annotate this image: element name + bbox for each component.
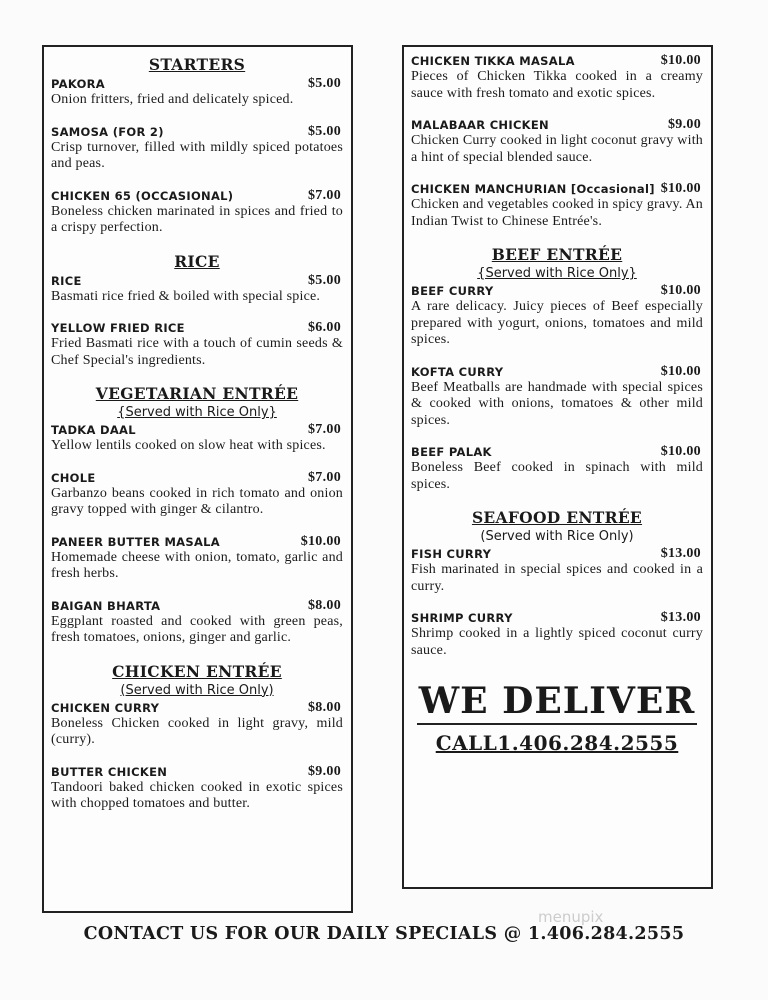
- menu-section: [51, 662, 343, 813]
- menu-item: [411, 117, 703, 166]
- menu-item: [51, 273, 343, 306]
- footer-specials: CONTACT US FOR OUR DAILY SPECIALS @ 1.406.284.2555: [83, 924, 685, 944]
- item-description: Shrimp cooked in a lightly spiced coconut curry sauce.: [411, 626, 703, 658]
- delivery-banner: [411, 679, 703, 755]
- item-header: [51, 764, 343, 780]
- section-subtitle: (Served with Rice Only): [480, 529, 634, 544]
- menu-section: [51, 55, 343, 237]
- item-price: $10.00: [660, 53, 701, 68]
- item-name: CHICKEN TIKKA MASALA: [411, 54, 575, 68]
- menu-item: [51, 534, 343, 583]
- menu-item: [51, 470, 343, 519]
- item-description: Garbanzo beans cooked in rich tomato and onion gravy topped with ginger & cilantro.: [51, 485, 343, 517]
- item-price: $8.00: [308, 597, 341, 613]
- item-name: CHOLE: [51, 470, 96, 485]
- item-header: [51, 188, 343, 204]
- item-price: $9.00: [668, 117, 701, 132]
- section-subtitle: {Served with Rice Only}: [117, 405, 277, 420]
- menu-item: [51, 124, 343, 173]
- item-header: [411, 444, 703, 460]
- section-title: CHICKEN ENTRÉE: [112, 661, 282, 681]
- section-title: VEGETARIAN ENTRÉE: [95, 384, 299, 403]
- item-description: Eggplant roasted and cooked with green peas, fresh tomatoes, onions, ginger and garlic.: [51, 613, 343, 645]
- item-header: [51, 598, 343, 614]
- sections: [411, 53, 703, 659]
- menu-section: [411, 53, 703, 230]
- section-title: SEAFOOD ENTRÉE: [471, 508, 643, 527]
- item-header: [411, 610, 703, 626]
- item-description: Crisp turnover, filled with mildly spiced potatoes and peas.: [51, 139, 343, 171]
- item-price: $7.00: [308, 187, 341, 203]
- item-price: $5.00: [308, 272, 341, 288]
- menu-item: [51, 764, 343, 813]
- item-name: PANEER BUTTER MASALA: [51, 534, 220, 549]
- item-name: KOFTA CURRY: [411, 364, 504, 379]
- item-description: Basmati rice fried & boiled with special spice.: [51, 288, 321, 304]
- item-price: $9.00: [308, 763, 341, 779]
- menu-section: [51, 384, 343, 647]
- menu-section: [411, 245, 703, 493]
- item-name: SAMOSA (FOR 2): [51, 124, 164, 139]
- item-name: TADKA DAAL: [51, 423, 136, 437]
- we-deliver-heading: WE DELIVER: [417, 679, 698, 725]
- item-name: FISH CURRY: [411, 547, 492, 561]
- item-header: [51, 273, 343, 289]
- item-price: $13.00: [660, 610, 701, 625]
- item-header: [411, 364, 703, 380]
- item-description: Onion fritters, fried and delicately spiced.: [51, 92, 294, 107]
- menu-item: [51, 76, 343, 109]
- item-name: RICE: [51, 273, 82, 288]
- item-header: [51, 124, 343, 140]
- item-name: SHRIMP CURRY: [411, 611, 513, 625]
- item-price: $7.00: [308, 469, 341, 485]
- menu-item: [51, 320, 343, 369]
- menu-item: [411, 364, 703, 430]
- item-price: $6.00: [308, 320, 341, 335]
- item-price: $8.00: [308, 699, 341, 715]
- menu-item: [51, 422, 343, 455]
- item-description: Pieces of Chicken Tikka cooked in a creamy sauce with fresh tomato and exotic spices.: [411, 69, 703, 101]
- menu-item: [51, 700, 343, 749]
- item-header: [51, 422, 343, 438]
- item-description: Yellow lentils cooked on slow heat with spices.: [51, 438, 326, 453]
- item-price: $10.00: [300, 533, 341, 549]
- item-price: $10.00: [660, 283, 701, 298]
- item-name: BAIGAN BHARTA: [51, 598, 161, 613]
- menu-column-left: [42, 45, 353, 913]
- item-description: Chicken and vegetables cooked in spicy gravy. An Indian Twist to Chinese Entrée's.: [411, 197, 703, 229]
- menu-item: [411, 610, 703, 659]
- item-name: YELLOW FRIED RICE: [51, 321, 185, 335]
- item-description: Chicken Curry cooked in light coconut gravy with a hint of special blended sauce.: [411, 133, 703, 165]
- item-price: $10.00: [660, 363, 701, 379]
- menu-item: [411, 444, 703, 493]
- section-title: BEEF ENTRÉE: [491, 245, 623, 264]
- item-description: Fried Basmati rice with a touch of cumin seeds & Chef Special's ingredients.: [51, 336, 343, 368]
- section-subtitle: {Served with Rice Only}: [477, 266, 637, 281]
- item-price: $13.00: [660, 546, 701, 561]
- item-header: [411, 283, 703, 299]
- item-name: BEEF PALAK: [411, 445, 492, 459]
- item-header: [51, 700, 343, 716]
- item-header: [51, 470, 343, 486]
- item-header: [411, 546, 703, 562]
- menu-item: [51, 188, 343, 237]
- item-name: PAKORA: [51, 77, 105, 91]
- menu-item: [411, 53, 703, 102]
- watermark: menupix: [538, 908, 604, 926]
- menu-column-right: [402, 45, 713, 889]
- item-header: [411, 53, 703, 69]
- item-name: CHICKEN 65 (OCCASIONAL): [51, 188, 234, 203]
- menu-section: [51, 252, 343, 370]
- item-description: Boneless chicken marinated in spices and fried to a crispy perfection.: [51, 203, 343, 235]
- menu-item: [411, 283, 703, 349]
- item-price: $10.00: [660, 444, 701, 459]
- item-name: BUTTER CHICKEN: [51, 764, 168, 779]
- item-name: MALABAAR CHICKEN: [411, 118, 549, 132]
- section-title: STARTERS: [148, 55, 246, 74]
- item-description: Beef Meatballs are handmade with special spices & cooked with onions, tomatoes & other mild spices.: [411, 379, 703, 428]
- item-description: A rare delicacy. Juicy pieces of Beef especially prepared with yogurt, onions, tomatoes and mild spices.: [411, 299, 703, 347]
- section-title: RICE: [174, 251, 220, 271]
- menu-section: [411, 508, 703, 659]
- item-description: Boneless Chicken cooked in light gravy, mild (curry).: [51, 715, 343, 747]
- item-name: CHICKEN MANCHURIAN [Occasional]: [411, 182, 655, 196]
- item-description: Fish marinated in special spices and cooked in a curry.: [411, 562, 703, 594]
- menu-item: [411, 546, 703, 595]
- item-name: CHICKEN CURRY: [51, 700, 160, 715]
- delivery-phone: CALL1.406.284.2555: [435, 731, 679, 755]
- item-description: Homemade cheese with onion, tomato, garlic and fresh herbs.: [51, 549, 343, 581]
- item-price: $10.00: [660, 181, 701, 196]
- item-description: Boneless Beef cooked in spinach with mild spices.: [411, 460, 703, 492]
- item-price: $7.00: [308, 422, 341, 437]
- menu-item: [51, 598, 343, 647]
- item-header: [51, 534, 343, 550]
- menu-item: [411, 181, 703, 230]
- item-header: [51, 320, 343, 336]
- item-price: $5.00: [308, 123, 341, 139]
- item-description: Tandoori baked chicken cooked in exotic spices with chopped tomatoes and butter.: [51, 779, 343, 811]
- item-header: [411, 181, 703, 197]
- item-header: [411, 117, 703, 133]
- section-subtitle: (Served with Rice Only): [120, 682, 274, 698]
- item-name: BEEF CURRY: [411, 284, 494, 298]
- item-price: $5.00: [308, 76, 341, 91]
- item-header: [51, 76, 343, 92]
